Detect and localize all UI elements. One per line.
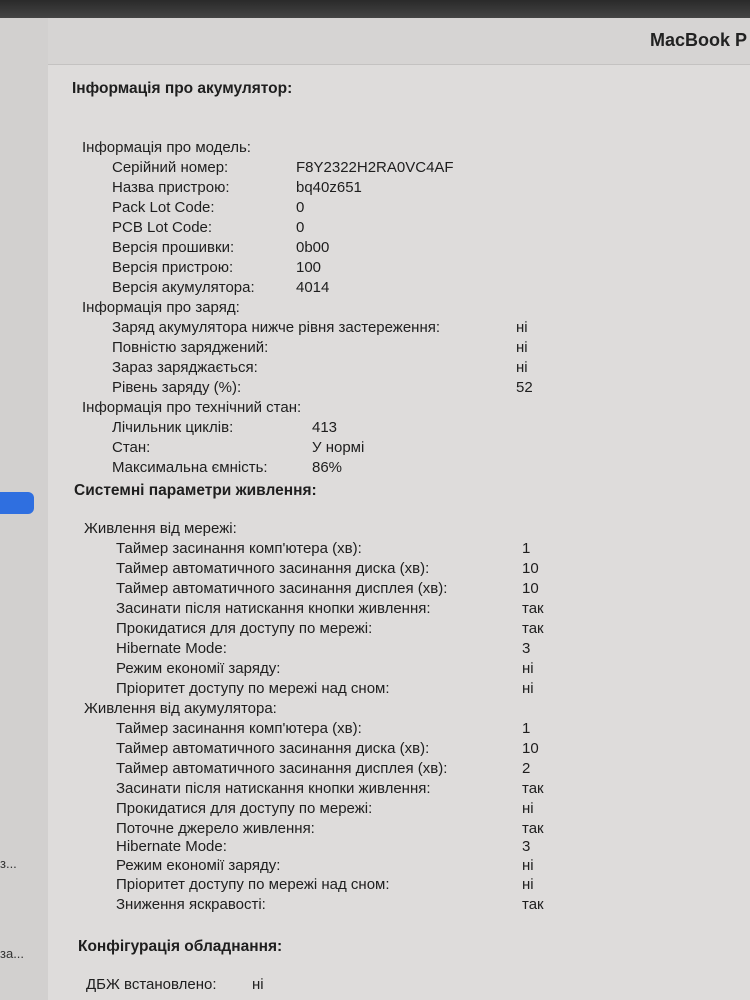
group-label-model-info: Інформація про модель: xyxy=(82,139,251,156)
row-key: Версія пристрою: xyxy=(112,259,234,276)
row-key: Засинати після натискання кнопки живлення: xyxy=(116,600,431,617)
row-value: 2 xyxy=(522,760,531,777)
row-key: Повністю заряджений: xyxy=(112,339,269,356)
group-label-health-info: Інформація про технічний стан: xyxy=(82,399,302,416)
row-key: Лічильник циклів: xyxy=(112,419,234,436)
row-value: 52 xyxy=(516,379,533,396)
row-value: bq40z651 xyxy=(296,179,362,196)
row-value: ні xyxy=(522,857,534,874)
row-key: Пріоритет доступу по мережі над сном: xyxy=(116,680,390,697)
row-value: 0 xyxy=(296,199,305,216)
row-value: ні xyxy=(516,319,528,336)
row-key: Рівень заряду (%): xyxy=(112,379,242,396)
sidebar-item-truncated[interactable]: за... xyxy=(0,946,25,961)
row-key: Серійний номер: xyxy=(112,159,229,176)
row-value: 0b00 xyxy=(296,239,330,256)
row-key: Hibernate Mode: xyxy=(116,838,227,855)
row-key: ДБЖ встановлено: xyxy=(86,976,217,993)
row-value: 0 xyxy=(296,219,305,236)
row-key: Режим економії заряду: xyxy=(116,857,281,874)
row-value: ні xyxy=(522,800,534,817)
row-value: 413 xyxy=(312,419,338,436)
row-key: Версія акумулятора: xyxy=(112,279,255,296)
row-key: Назва пристрою: xyxy=(112,179,230,196)
row-key: Таймер засинання комп'ютера (хв): xyxy=(116,540,362,557)
row-value: 10 xyxy=(522,580,539,597)
row-value: F8Y2322H2RA0VC4AF xyxy=(296,159,454,176)
row-value: так xyxy=(522,820,544,837)
row-value: 86% xyxy=(312,459,343,476)
report-content xyxy=(48,18,750,1000)
row-key: Таймер автоматичного засинання диска (хв): xyxy=(116,560,430,577)
row-key: Заряд акумулятора нижче рівня застереження: xyxy=(112,319,441,336)
row-key: Прокидатися для доступу по мережі: xyxy=(116,620,373,637)
row-value: ні xyxy=(522,660,534,677)
row-value: так xyxy=(522,780,544,797)
row-value: 1 xyxy=(522,720,531,737)
section-title-battery: Інформація про акумулятор: xyxy=(72,80,293,97)
row-key: Таймер автоматичного засинання дисплея (хв): xyxy=(116,580,448,597)
row-key: Прокидатися для доступу по мережі: xyxy=(116,800,373,817)
row-key: Hibernate Mode: xyxy=(116,640,227,657)
row-key: Таймер автоматичного засинання диска (хв): xyxy=(116,740,430,757)
row-key: Пріоритет доступу по мережі над сном: xyxy=(116,876,390,893)
row-value: ні xyxy=(522,876,534,893)
sidebar-selected-item[interactable] xyxy=(0,492,34,514)
row-key: Pack Lot Code: xyxy=(112,199,215,216)
group-label-charge-info: Інформація про заряд: xyxy=(82,299,240,316)
row-key: Стан: xyxy=(112,439,151,456)
window-header xyxy=(48,18,750,65)
row-value: ні xyxy=(252,976,264,993)
row-key: Таймер автоматичного засинання дисплея (хв): xyxy=(116,760,448,777)
row-value: 4014 xyxy=(296,279,330,296)
row-key: PCB Lot Code: xyxy=(112,219,213,236)
row-key: Зараз заряджається: xyxy=(112,359,258,376)
section-title-power: Системні параметри живлення: xyxy=(74,482,317,499)
row-key: Максимальна ємність: xyxy=(112,459,268,476)
group-label-ac-power: Живлення від мережі: xyxy=(84,520,237,537)
row-value: 3 xyxy=(522,838,531,855)
row-key: Зниження яскравості: xyxy=(116,896,266,913)
section-title-hardware: Конфігурація обладнання: xyxy=(78,938,283,955)
row-key: Засинати після натискання кнопки живлення: xyxy=(116,780,431,797)
row-value: 100 xyxy=(296,259,322,276)
row-value: У нормі xyxy=(312,439,365,456)
row-value: 10 xyxy=(522,560,539,577)
window-title: MacBook P xyxy=(650,30,748,50)
row-value: 10 xyxy=(522,740,539,757)
row-key: Версія прошивки: xyxy=(112,239,235,256)
row-value: так xyxy=(522,620,544,637)
row-value: так xyxy=(522,600,544,617)
row-value: ні xyxy=(516,359,528,376)
row-key: Поточне джерело живлення: xyxy=(116,820,315,837)
screen-bezel xyxy=(0,0,750,18)
row-value: 1 xyxy=(522,540,531,557)
row-value: ні xyxy=(522,680,534,697)
row-key: Режим економії заряду: xyxy=(116,660,281,677)
row-value: 3 xyxy=(522,640,531,657)
sidebar xyxy=(0,18,49,1000)
row-key: Таймер засинання комп'ютера (хв): xyxy=(116,720,362,737)
row-value: так xyxy=(522,896,544,913)
sidebar-item-truncated[interactable]: з... xyxy=(0,856,17,871)
row-value: ні xyxy=(516,339,528,356)
group-label-battery-power: Живлення від акумулятора: xyxy=(84,700,277,717)
